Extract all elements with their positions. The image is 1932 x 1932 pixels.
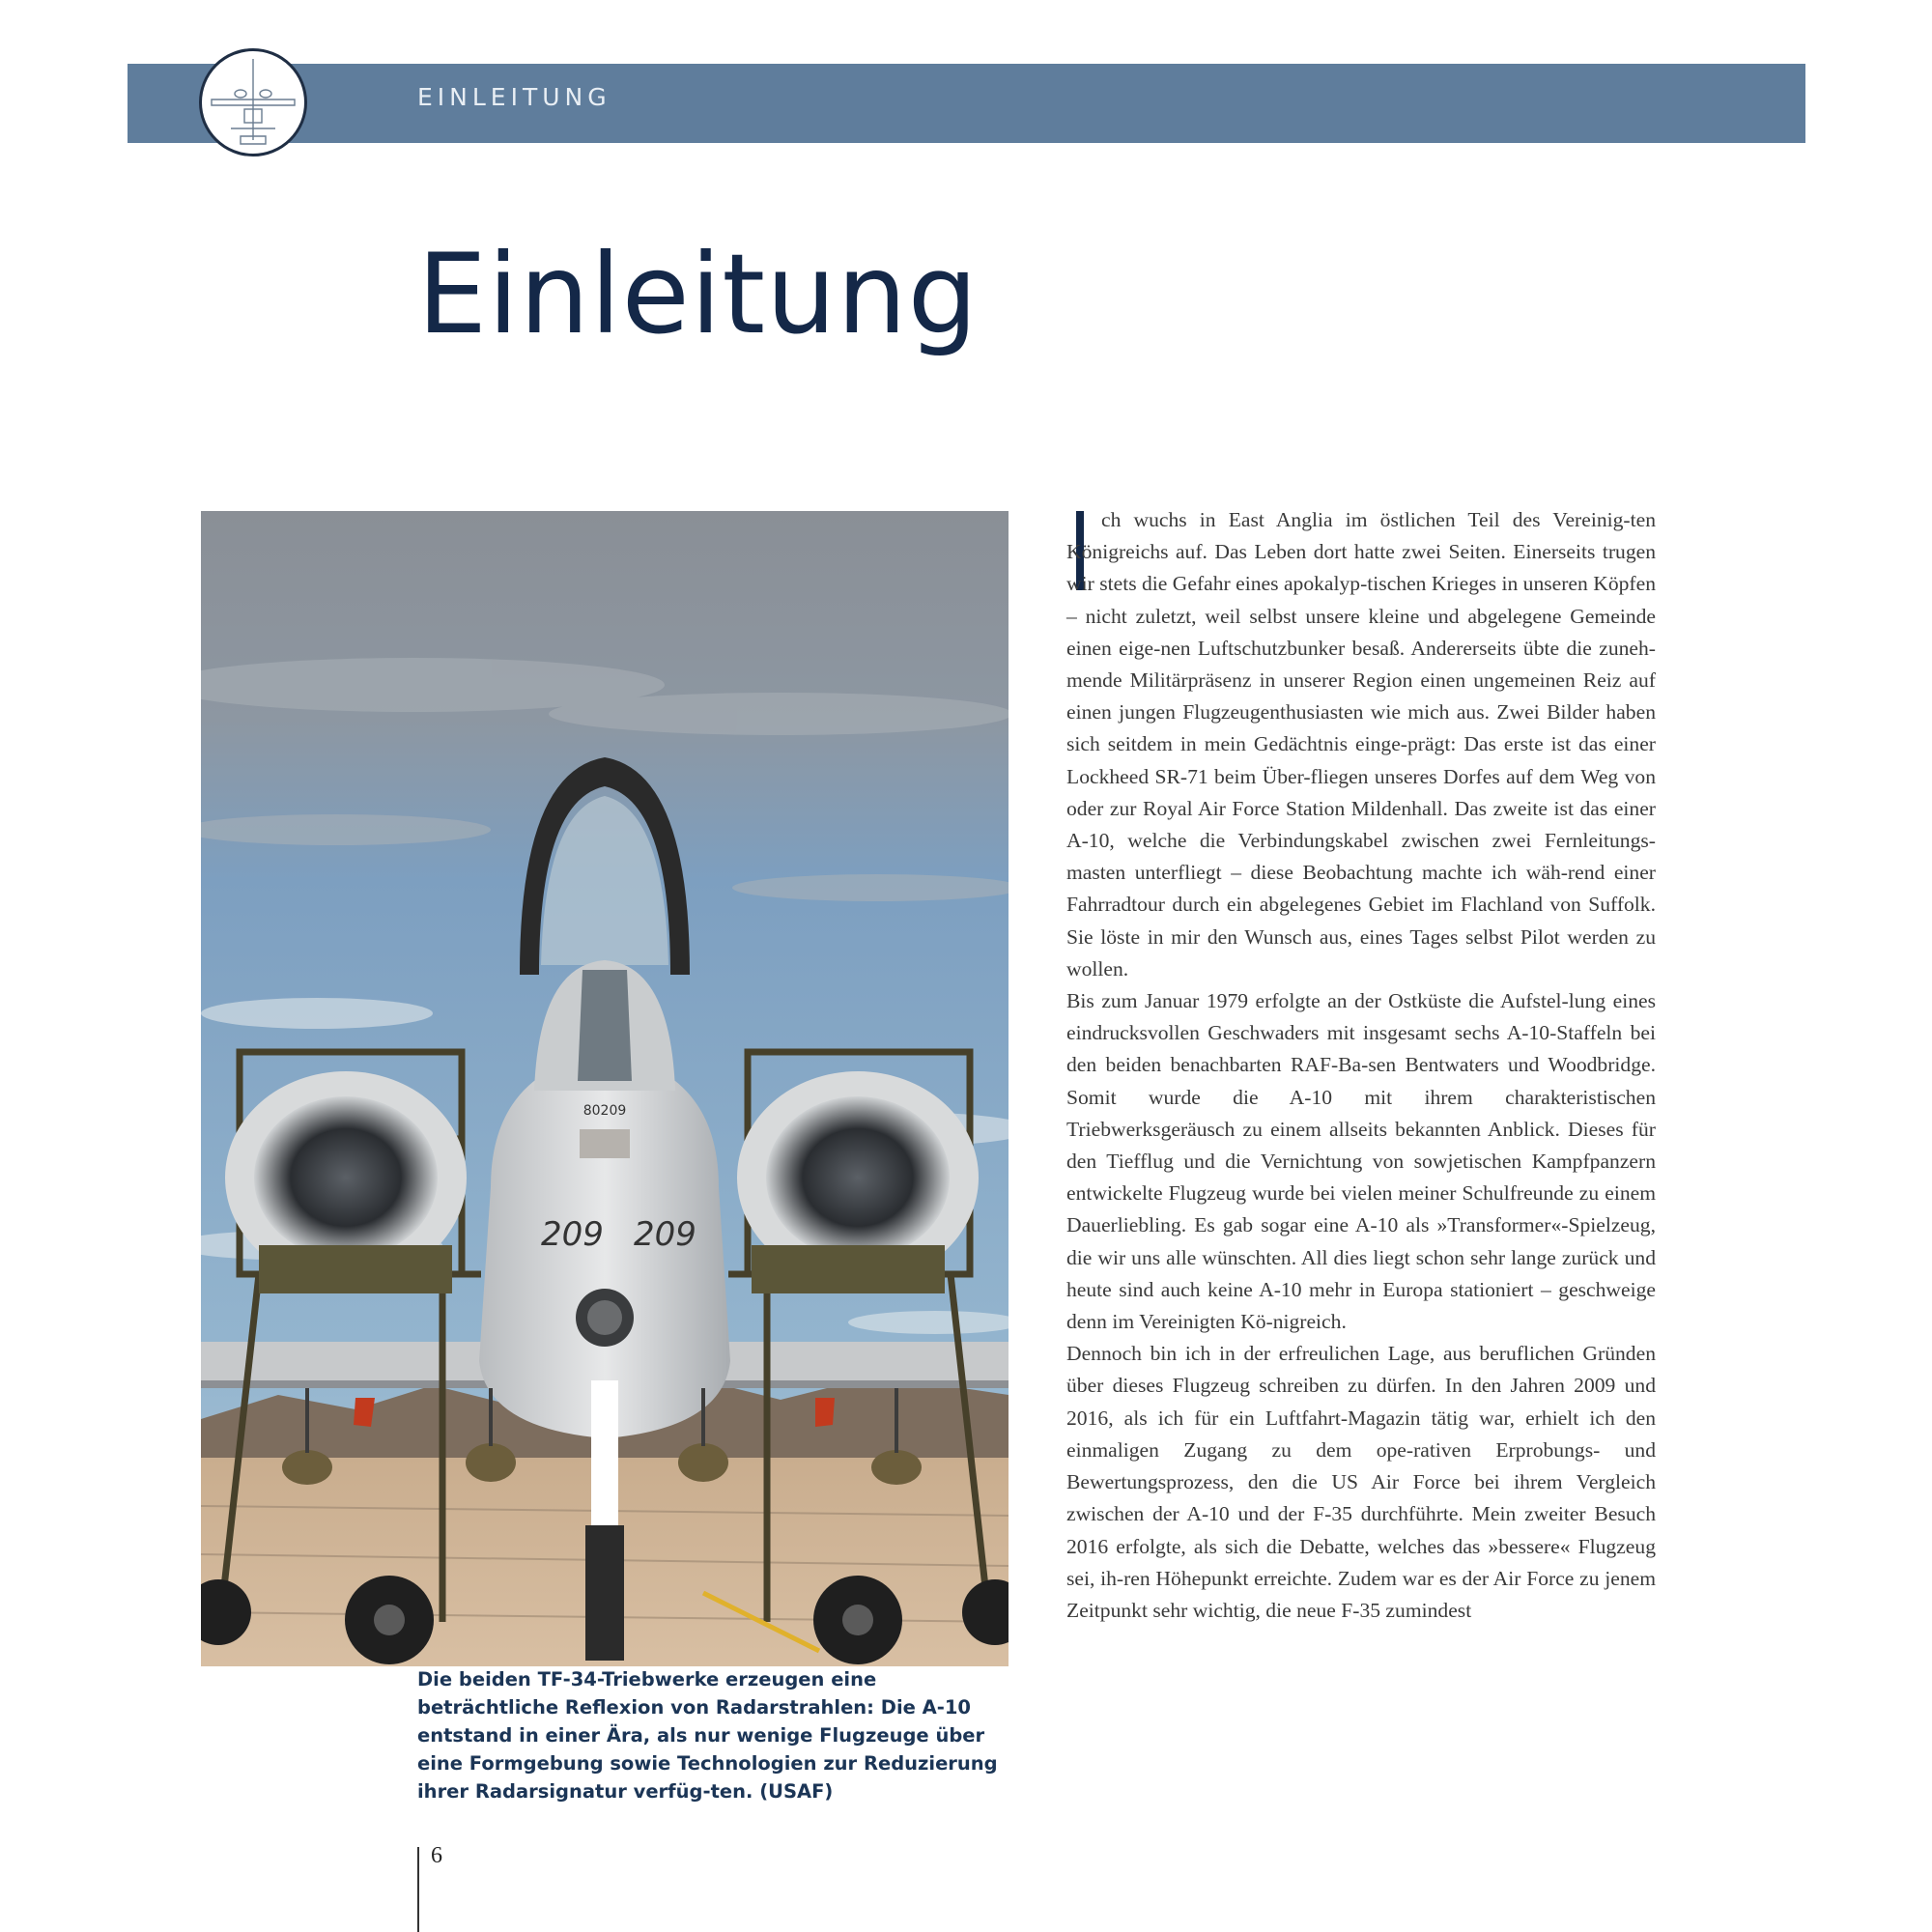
page-title: Einleitung [417,230,980,358]
serial-marking: 80209 [582,1103,627,1119]
paragraph-1: ch wuchs in East Anglia im östlichen Teil des Vereinig-ten Königreichs auf. Das Leben dort hatte zwei Seiten. Einerseits trugen wir stets die Gefahr eines apokalyp-tischen Krieges in unseren Köpfen – nicht zuletzt, weil selbst unsere kleine und abgelegene Gemeinde einen eige-nen Luftschutzbunker besaß. Andererseits übte die zuneh-mende Militärpräsenz in unserer Region einen ungemeinen Reiz auf einen jungen Flugzeugenthusiasten wie mich aus. Zwei Bilder haben sich seitdem in mein Gedächtnis einge-prägt: Das erste ist das einer Lockheed SR-71 beim Über-fliegen unseres Dorfes auf dem Weg von oder zur Royal Air Force Station Mildenhall. Das zweite ist das einer A-10, welche die Verbindungskabel zwischen zwei Fernleitungs-masten unterfliegt – diese Beobachtung machte ich wäh-rend einer Fahrradtour durch ein abgelegenes Gebiet im Flachland von Suffolk. Sie löste in mir den Wunsch aus, eines Tages selbst Pilot werden zu wollen. [1066,508,1656,980]
folio-rule [417,1847,419,1932]
a10-aircraft-photo [201,511,1009,1666]
nose-number-right: 209 [634,1215,696,1254]
section-label: EINLEITUNG [417,83,611,111]
aircraft-logo-icon [199,48,307,156]
paragraph-2: Bis zum Januar 1979 erfolgte an der Ostküste die Aufstel-lung eines eindrucksvollen Geschwaders mit insgesamt sechs A-10-Staffeln bei den beiden benachbarten RAF-Ba-sen Bentwaters und Woodbridge. Somit wurde die A-10 mit ihrem charakteristischen Triebwerksgeräusch zu einem allseits bekannten Anblick. Dieses für den Tiefflug und die Vernichtung von sowjetischen Kampfpanzern entwickelte Flugzeug wurde bei vielen meiner Schulfreunde zu einem Dauerliebling. Es gab sogar eine A-10 als »Transformer«-Spielzeug, die wir uns alle wünschten. All dies liegt schon sehr lange zurück und heute sind auch keine A-10 mehr in Europa stationiert – geschweige denn im Vereinigten Kö-nigreich. [1066,989,1656,1334]
body-text [1066,504,1656,1627]
page-number: 6 [431,1843,442,1868]
section-header-bar [128,64,1805,143]
photo-caption: Die beiden TF-34-Triebwerke erzeugen eine beträchtliche Reflexion von Radarstrahlen: Die A-10 entstand in einer Ära, als nur wenige Flugzeuge über eine Formgebung sowie Technologien zur Reduzierung ihrer Radarsignatur verfüg-ten. (USAF) [417,1668,998,1803]
nose-number-left: 209 [541,1215,604,1254]
paragraph-3: Dennoch bin ich in der erfreulichen Lage, aus beruflichen Gründen über dieses Flugzeug schreiben zu dürfen. In den Jahren 2009 und 2016, als ich für ein Luftfahrt-Magazin tätig war, erhielt ich den einmaligen Zugang zu dem ope-rativen Erprobungs- und Bewertungsprozess, den die US Air Force bei ihrem Vergleich zwischen der A-10 und der F-35 durchführte. Mein zweiter Besuch 2016 erfolgte, als sich die Debatte, welches das »bessere« Flugzeug sei, ih-ren Höhepunkt erreichte. Zudem war es der Air Force zu jenem Zeitpunkt sehr wichtig, die neue F-35 zumindest [1066,1342,1656,1622]
